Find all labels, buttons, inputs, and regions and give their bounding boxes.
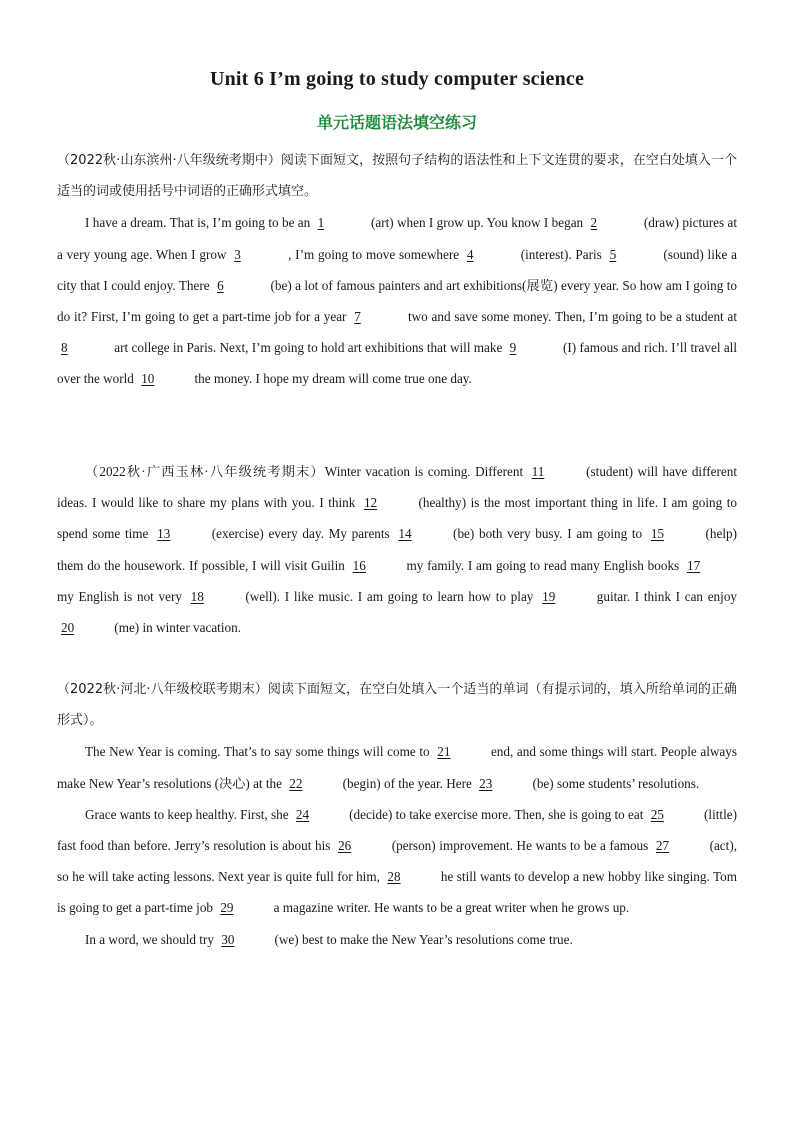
passage-text: (healthy) is the most important thing in life. I am going to spend some time bbox=[57, 495, 738, 542]
passage-text: (be) a lot of famous painters and art exhibitions(展览) every year. So how am I going to do it? First, I’m going to get a part-time job for a year bbox=[57, 277, 737, 325]
blank-2[interactable]: 2 bbox=[590, 215, 598, 231]
passage-text: , I’m going to move somewhere bbox=[284, 246, 463, 262]
passage-text: (be) both very busy. I am going to bbox=[448, 526, 647, 542]
blank-18[interactable]: 18 bbox=[190, 588, 204, 604]
blank-30[interactable]: 30 bbox=[221, 931, 235, 947]
blank-10[interactable]: 10 bbox=[141, 371, 155, 387]
passage-text: (well). I like music. I am going to learn how to play bbox=[240, 588, 539, 604]
passage-3-paragraph-2 bbox=[57, 799, 737, 924]
blank-23[interactable]: 23 bbox=[479, 775, 493, 791]
passage-text: art college in Paris. Next, I’m going to hold art exhibitions that will make bbox=[111, 340, 506, 356]
blank-21[interactable]: 21 bbox=[437, 744, 451, 760]
passage-text: (exercise) every day. My parents bbox=[207, 526, 395, 542]
page-subtitle: 单元话题语法填空练习 bbox=[316, 113, 477, 132]
blank-8[interactable]: 8 bbox=[61, 340, 68, 356]
passage-text: he still wants to develop a new hobby like singing. Tom is going to get a part-time job bbox=[57, 869, 738, 916]
blank-28[interactable]: 28 bbox=[387, 869, 401, 885]
passage-text: (art) when I grow up. You know I began bbox=[367, 215, 587, 231]
passage-text: my family. I am going to read many English books bbox=[402, 557, 683, 573]
passage-3-instructions: （2022秋·河北·八年级校联考期末）阅读下面短文，在空白处填入一个适当的单词（有提示词的，填入所给单词的正确形式）。 bbox=[57, 682, 737, 729]
passage-3-paragraph-1 bbox=[57, 736, 737, 798]
passage-text: (act), so he will take acting lessons. Next year is quite full for him, bbox=[57, 838, 738, 885]
passage-text: my English is not very bbox=[57, 588, 187, 604]
passage-text: (sound) like a city that I could enjoy. There bbox=[57, 246, 737, 293]
passage-text: (begin) of the year. Here bbox=[339, 775, 476, 791]
blank-24[interactable]: 24 bbox=[295, 806, 310, 822]
passage-text: Grace wants to keep healthy. First, she bbox=[85, 806, 292, 822]
blank-25[interactable]: 25 bbox=[650, 806, 664, 822]
blank-29[interactable]: 29 bbox=[220, 900, 234, 916]
passage-text: （2022秋·广西玉林·八年级统考期末）Winter vacation is coming. Different bbox=[85, 464, 528, 479]
blank-3[interactable]: 3 bbox=[234, 246, 241, 262]
passage-2 bbox=[57, 456, 737, 643]
passage-text: (decide) to take exercise more. Then, she is going to eat bbox=[345, 806, 647, 822]
passage-1-instructions: （2022秋·山东滨州·八年级统考期中）阅读下面短文，按照句子结构的语法性和上下文连贯的要求，在空白处填入一个适当的词或使用括号中词语的正确形式填空。 bbox=[57, 153, 737, 200]
passage-text: (help) them do the housework. If possible, I will visit Guilin bbox=[57, 526, 737, 573]
passage-text: In a word, we should try bbox=[85, 931, 218, 947]
passage-text: (we) best to make the New Year’s resolutions come true. bbox=[271, 931, 573, 947]
blank-11[interactable]: 11 bbox=[531, 464, 545, 479]
passage-1 bbox=[57, 145, 737, 395]
passage-3 bbox=[57, 674, 737, 955]
passage-text: a magazine writer. He wants to be a great writer when he grows up. bbox=[270, 900, 630, 916]
passage-text: (little) fast food than before. Jerry’s resolution is about his bbox=[57, 806, 737, 854]
blank-6[interactable]: 6 bbox=[217, 277, 224, 293]
blank-17[interactable]: 17 bbox=[687, 557, 701, 573]
blank-20[interactable]: 20 bbox=[61, 620, 75, 636]
passage-text: (person) improvement. He wants to be a famous bbox=[388, 838, 652, 854]
passage-text: end, and some things will start. People always make New Year’s resolutions (决心) at the bbox=[57, 744, 737, 791]
blank-19[interactable]: 19 bbox=[542, 588, 556, 604]
blank-9[interactable]: 9 bbox=[509, 340, 517, 356]
passage-text: (me) in winter vacation. bbox=[111, 620, 241, 636]
blank-7[interactable]: 7 bbox=[354, 309, 361, 325]
blank-12[interactable]: 12 bbox=[363, 495, 378, 511]
passage-1-text bbox=[57, 207, 737, 394]
passage-text: (be) some students’ resolutions. bbox=[529, 775, 700, 791]
blank-15[interactable]: 15 bbox=[650, 526, 664, 542]
passage-text: (I) famous and rich. I’ll travel all over the world bbox=[57, 340, 737, 387]
page-title: Unit 6 I’m going to study computer science bbox=[209, 68, 585, 90]
blank-22[interactable]: 22 bbox=[289, 775, 303, 791]
passage-text: guitar. I think I can enjoy bbox=[592, 588, 738, 604]
blank-16[interactable]: 16 bbox=[352, 557, 366, 573]
passage-text: two and save some money. Then, I’m going to be a student at bbox=[404, 309, 737, 325]
blank-27[interactable]: 27 bbox=[655, 838, 670, 854]
passage-text: (interest). Paris bbox=[516, 246, 606, 262]
passage-text: I have a dream. That is, I’m going to be an bbox=[85, 215, 314, 231]
blank-1[interactable]: 1 bbox=[317, 215, 325, 231]
passage-2-text bbox=[57, 456, 737, 643]
passage-text: (draw) pictures at a very young age. When I grow bbox=[57, 215, 737, 262]
passage-text: the money. I hope my dream will come true one day. bbox=[191, 371, 472, 387]
passage-text: (student) will have different ideas. I would like to share my plans with you. I think bbox=[57, 464, 737, 511]
blank-26[interactable]: 26 bbox=[338, 838, 352, 854]
blank-5[interactable]: 5 bbox=[609, 246, 617, 262]
blank-4[interactable]: 4 bbox=[466, 246, 474, 262]
blank-14[interactable]: 14 bbox=[398, 526, 412, 542]
passage-text: The New Year is coming. That’s to say some things will come to bbox=[85, 744, 434, 760]
blank-13[interactable]: 13 bbox=[157, 526, 171, 542]
passage-3-paragraph-3 bbox=[57, 924, 737, 955]
